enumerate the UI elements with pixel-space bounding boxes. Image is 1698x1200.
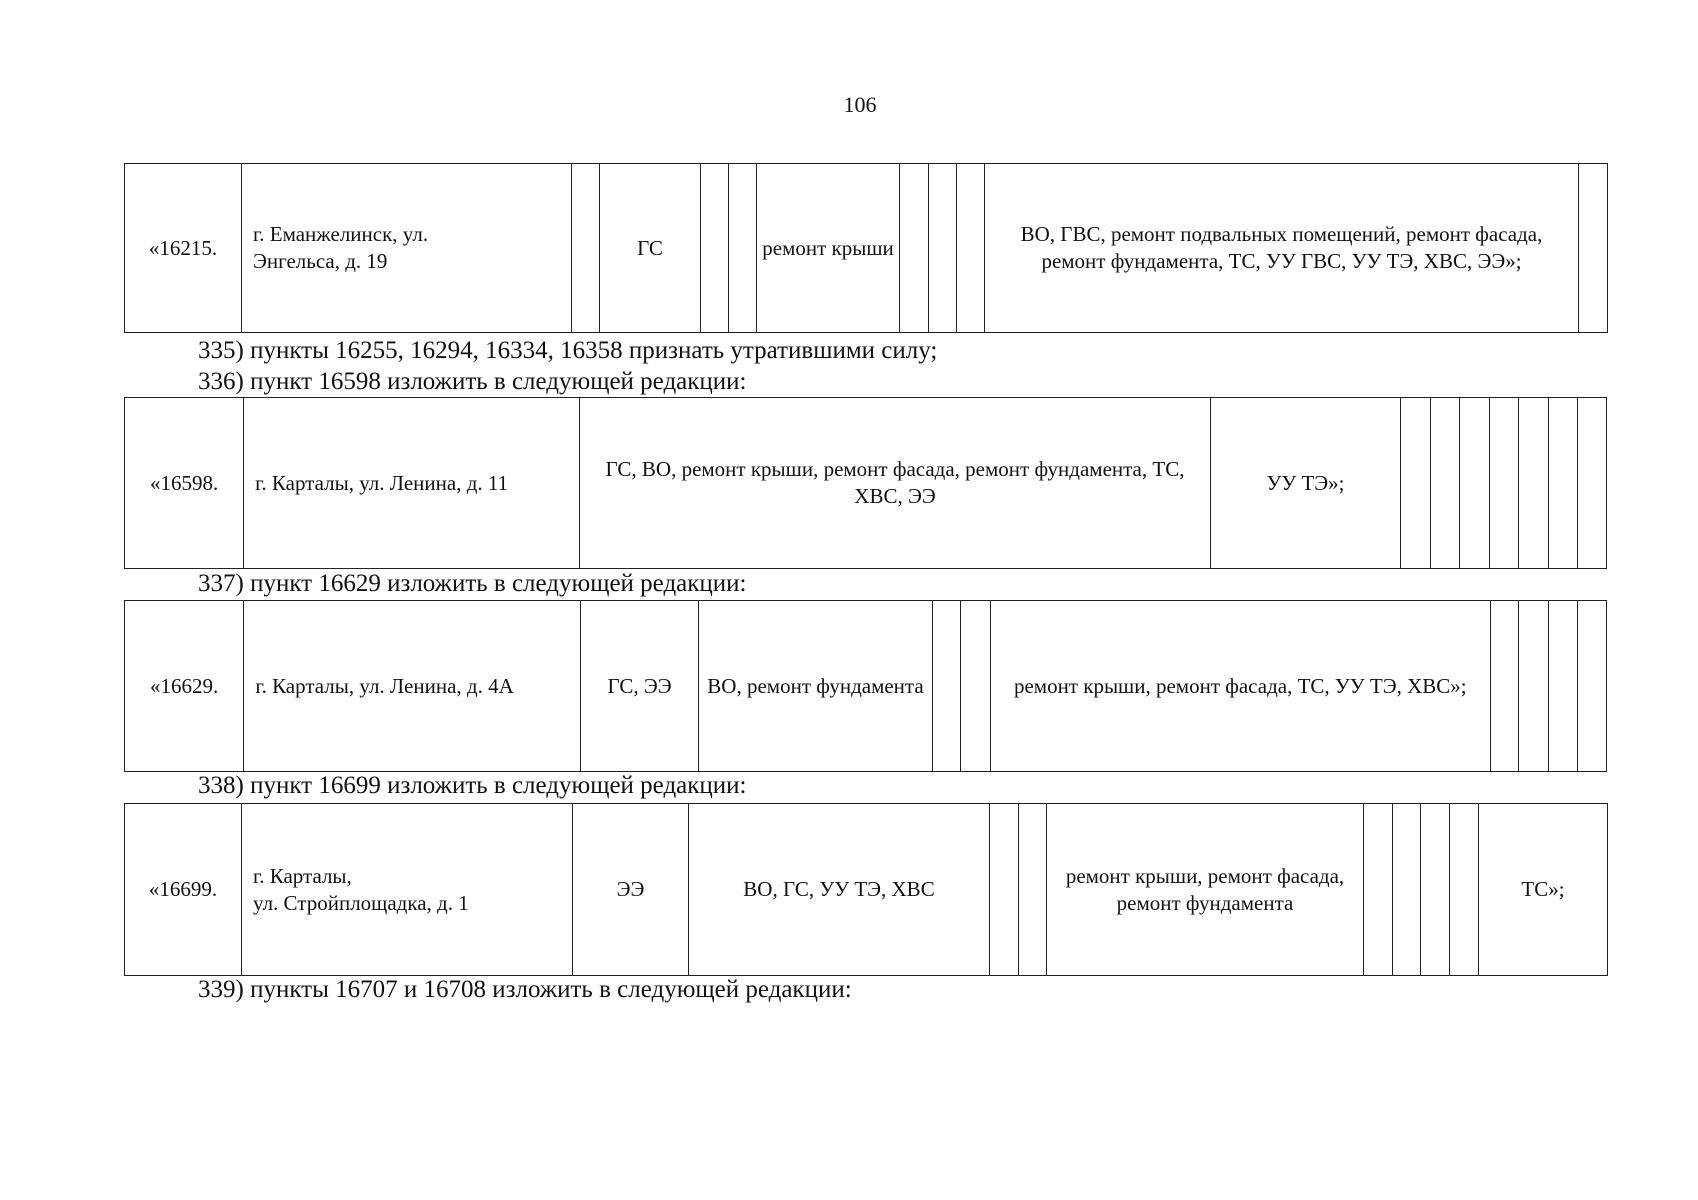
empty-cell (1019, 804, 1047, 976)
empty-cell (1450, 804, 1479, 976)
table-item-16629 (124, 600, 1607, 772)
address-line-1: г. Карталы, (253, 863, 352, 888)
page-number: 106 (843, 92, 877, 117)
cell-uute: УУ ТЭ»; (1210, 398, 1400, 569)
cell-works: ремонт крыши, ремонт фасада, ТС, УУ ТЭ, ХВС»; (990, 601, 1490, 772)
paragraph-338: 338) пункт 16699 изложить в следующей редакции: (198, 772, 747, 799)
empty-cell (1490, 601, 1519, 772)
cell-vo: ВО, ремонт фундамента (699, 601, 933, 772)
empty-cell (1548, 601, 1578, 772)
item-address: г. Карталы, ул. Ленина, д. 11 (244, 398, 580, 569)
table-item-16215 (124, 163, 1608, 333)
item-address: г. Карталы, ул. Ленина, д. 4А (244, 601, 581, 772)
empty-cell (1489, 398, 1519, 569)
item-address (242, 164, 572, 333)
cell-works: ВО, ГВС, ремонт подвальных помещений, ремонт фасада, ремонт фундамента, ТС, УУ ГВС, УУ ТЭ, ХВС, ЭЭ»; (985, 164, 1579, 333)
empty-cell (957, 164, 985, 333)
table-item-16598 (124, 397, 1607, 569)
paragraph-337: 337) пункт 16629 изложить в следующей редакции: (198, 570, 747, 597)
address-line-2: Энгельса, д. 19 (253, 249, 388, 273)
cell-gs: ГС (600, 164, 701, 333)
empty-cell (990, 804, 1019, 976)
address-line-2: ул. Стройплощадка, д. 1 (253, 890, 469, 915)
empty-cell (1578, 398, 1607, 569)
cell-works: ремонт крыши, ремонт фасада, ремонт фундамента (1047, 804, 1364, 976)
empty-cell (1548, 398, 1578, 569)
cell-works: ГС, ВО, ремонт крыши, ремонт фасада, ремонт фундамента, ТС, ХВС, ЭЭ (580, 398, 1210, 569)
table-item-16699 (124, 803, 1608, 976)
empty-cell (1401, 398, 1431, 569)
empty-cell (1519, 398, 1549, 569)
cell-ee: ЭЭ (573, 804, 689, 976)
item-number: «16215. (125, 164, 242, 333)
cell-vo: ВО, ГС, УУ ТЭ, ХВС (689, 804, 990, 976)
empty-cell (900, 164, 929, 333)
cell-roof-repair: ремонт крыши (757, 164, 900, 333)
paragraph-336: 336) пункт 16598 изложить в следующей редакции: (198, 368, 747, 395)
cell-ts: ТС»; (1479, 804, 1608, 976)
empty-cell (932, 601, 961, 772)
empty-cell (1430, 398, 1460, 569)
empty-cell (929, 164, 957, 333)
cell-gs-ee: ГС, ЭЭ (580, 601, 698, 772)
paragraph-339: 339) пункты 16707 и 16708 изложить в следующей редакции: (198, 976, 852, 1003)
address-line-1: г. Еманжелинск, ул. (253, 222, 429, 246)
empty-cell (961, 601, 991, 772)
paragraph-335: 335) пункты 16255, 16294, 16334, 16358 признать утратившими силу; (198, 337, 938, 364)
empty-cell (572, 164, 600, 333)
empty-cell (1579, 164, 1608, 333)
empty-cell (729, 164, 757, 333)
empty-cell (1393, 804, 1421, 976)
empty-cell (701, 164, 729, 333)
empty-cell (1519, 601, 1549, 772)
empty-cell (1460, 398, 1490, 569)
empty-cell (1421, 804, 1450, 976)
item-number: «16629. (125, 601, 244, 772)
empty-cell (1578, 601, 1607, 772)
item-number: «16598. (125, 398, 244, 569)
empty-cell (1364, 804, 1393, 976)
item-address (242, 804, 573, 976)
item-number: «16699. (125, 804, 242, 976)
